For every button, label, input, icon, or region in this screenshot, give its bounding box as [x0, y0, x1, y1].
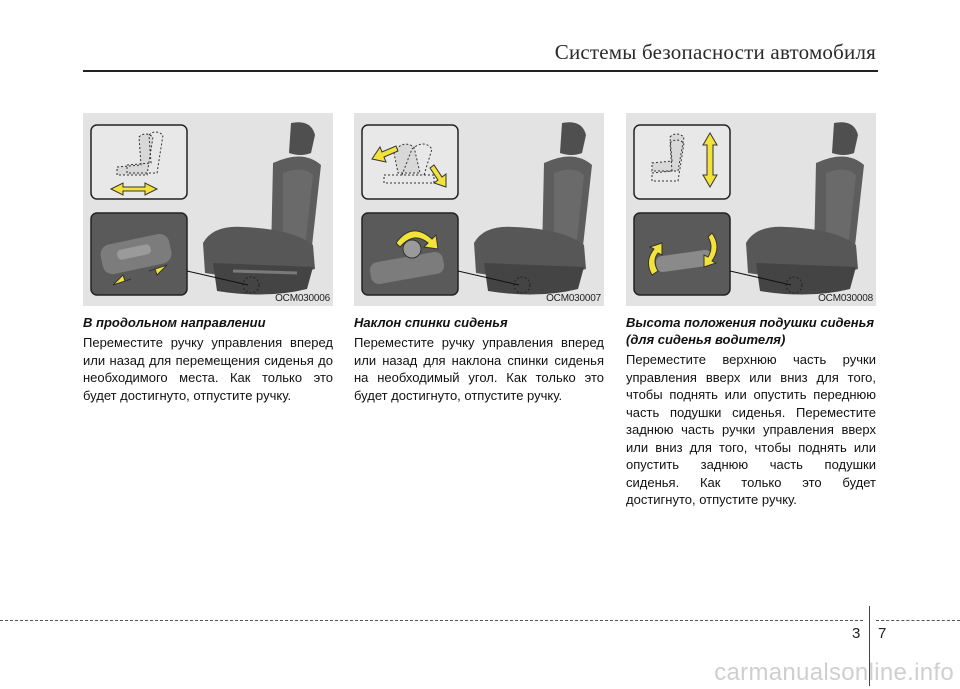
footer-rule [876, 620, 960, 621]
watermark: carmanualsonline.info [714, 659, 954, 686]
section-heading: Высота положения подушки сиденья (для сиденья водителя) [626, 315, 875, 347]
chapter-number: 3 [852, 625, 861, 642]
section-body: Переместите верхнюю часть ручки управления вверх или вниз для того, чтобы поднять или опустить переднюю часть подушки сиденья. Переместите заднюю часть ручки управления вверх или вниз для того, чтобы поднять или опустить заднюю часть подушки сиденья. Как только это будет достигнуто, отпустите ручку. [626, 352, 876, 507]
figure-fore-aft [83, 113, 333, 306]
figure-code: OCM030008 [818, 293, 873, 304]
section-heading: В продольном направлении [83, 315, 266, 330]
section-fore-aft [83, 113, 333, 404]
figure-code: OCM030006 [275, 293, 330, 304]
section-recline [354, 113, 604, 404]
seat-icon [203, 122, 321, 294]
section-heading: Наклон спинки сиденья [354, 315, 508, 330]
section-body: Переместите ручку управления вперед или назад для перемещения сиденья до необходимого места. Как только это будет достигнуто, отпустите ручку. [83, 335, 333, 403]
footer-rule [0, 620, 863, 621]
page-number: 7 [878, 625, 887, 642]
figure-code: OCM030007 [546, 293, 601, 304]
header-rule [83, 70, 878, 72]
running-header: Системы безопасности автомобиля [554, 40, 876, 64]
figure-recline [354, 113, 604, 306]
section-cushion-height [626, 113, 876, 509]
figure-cushion-height [626, 113, 876, 306]
seat-recline-illustration [354, 113, 604, 306]
seat-fore-aft-illustration [83, 113, 333, 306]
seat-icon [474, 122, 592, 294]
seat-height-illustration [626, 113, 876, 306]
seat-icon [746, 122, 864, 294]
section-body: Переместите ручку управления вперед или назад для наклона спинки сиденья на необходимый угол. Как только это будет достигнуто, отпустите ручку. [354, 335, 604, 403]
